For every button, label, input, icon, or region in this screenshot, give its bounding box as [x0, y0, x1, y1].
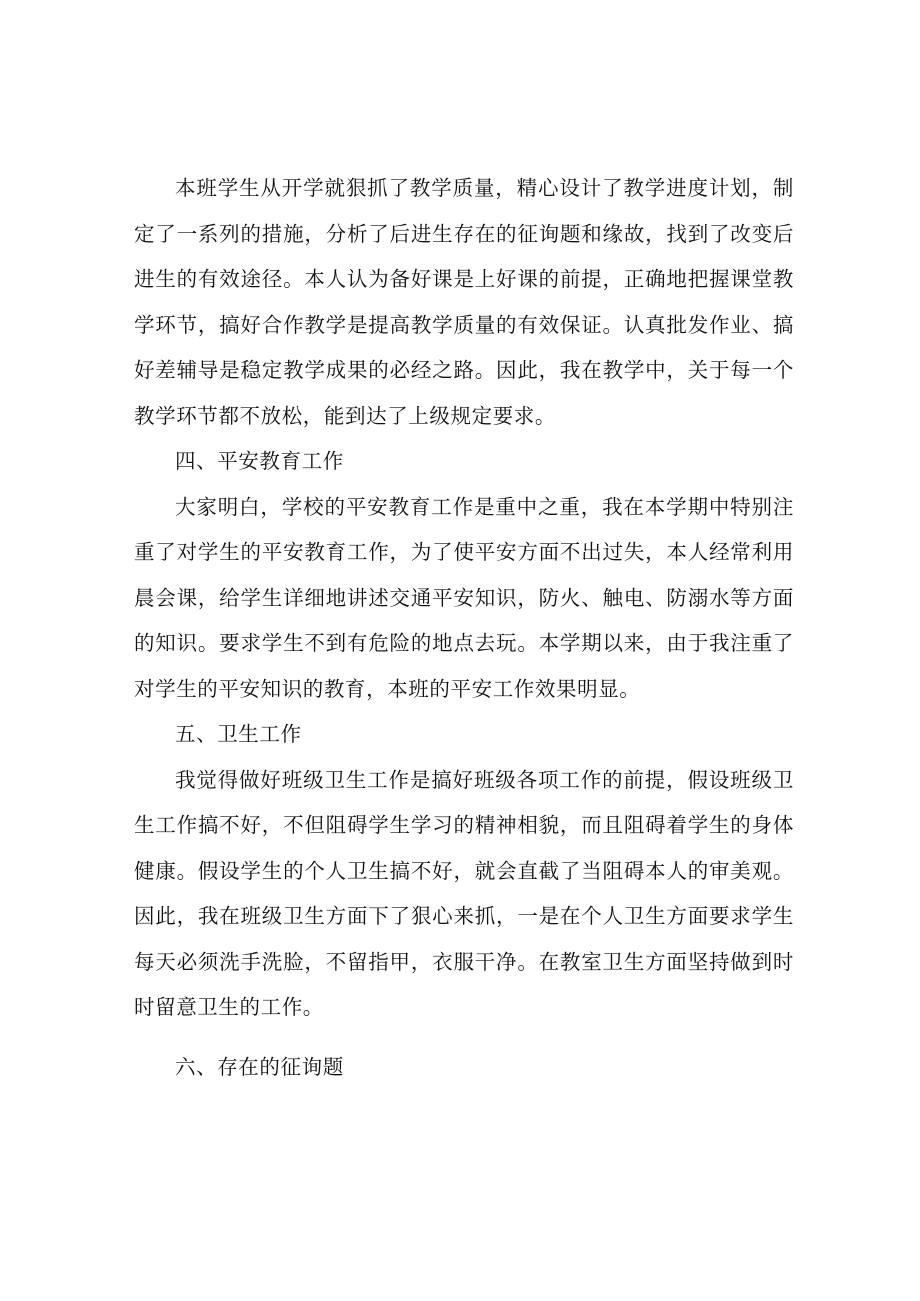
paragraph-teaching-quality: 本班学生从开学就狠抓了教学质量，精心设计了教学进度计划，制定了一系列的措施，分析了后进生存在的征询题和缘故，找到了改变后进生的有效途径。本人认为备好课是上好课的前提，正确地把握课堂教学环节，搞好合作教学是提高教学质量的有效保证。认真批发作业、搞好差辅导是稳定教学成果的必经之路。因此，我在教学中，关于每一个教学环节都不放松，能到达了上级规定要求。: [134, 176, 794, 428]
heading-existing-problems: 六、存在的征询题: [175, 1054, 344, 1079]
heading-safety-education: 四、平安教育工作: [175, 449, 344, 473]
document-body: [134, 166, 794, 1090]
paragraph-safety-education: 大家明白，学校的平安教育工作是重中之重，我在本学期中特别注重了对学生的平安教育工作，为了使平安方面不出过失，本人经常利用晨会课，给学生详细地讲述交通平安知识，防火、触电、防溺水等方面的知识。要求学生不到有危险的地点去玩。本学期以来，由于我注重了对学生的平安知识的教育，本班的平安工作效果明显。: [134, 494, 794, 701]
paragraph-hygiene-work: 我觉得做好班级卫生工作是搞好班级各项工作的前提，假设班级卫生工作搞不好，不但阻碍学生学习的精神相貌，而且阻碍着学生的身体健康。假设学生的个人卫生搞不好，就会直截了当阻碍本人的审美观。因此，我在班级卫生方面下了狠心来抓，一是在个人卫生方面要求学生每天必须洗手洗脸，不留指甲，衣服干净。在教室卫生方面坚持做到时时留意卫生的工作。: [134, 767, 794, 1019]
heading-hygiene-work: 五、卫生工作: [175, 722, 302, 746]
